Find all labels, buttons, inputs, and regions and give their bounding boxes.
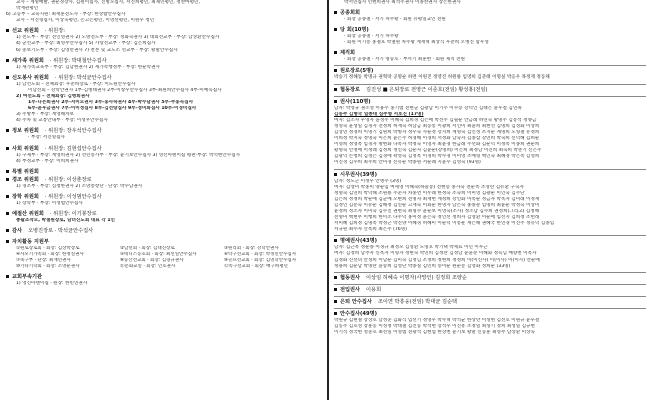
square-bullet-icon — [6, 212, 9, 215]
club-item: ②남선회 · 회장: 김대진장로 — [120, 245, 175, 251]
section-line: 1) 새가족교육부 · 부장: 김남현권사 2) 새가족행정부 · 부장: 한순학권사 — [16, 64, 160, 70]
top-line: 박서연집사 민현희권사 최석주권사 이종찬권사 장은한권사 — [344, 0, 461, 5]
square-bullet-icon — [334, 173, 337, 176]
square-bullet-icon — [334, 100, 337, 103]
square-bullet-icon — [6, 129, 9, 132]
section-line: 1) 장학부 · 부장: 이성범안수집사 — [16, 200, 83, 206]
section-line: 남자: 김근옥 정운종 이경규 최정모 김성환 노명호 박기택 박세표 이년 이우근 — [334, 245, 488, 251]
section-line: 김동주 김병국 일종대 심주형 서호진 (17명) — [334, 111, 424, 117]
section-line: 3) 주방부 · 부장: 계영해차보 — [16, 112, 74, 118]
section-line: 6부-윤우금권사 7부-이미정집사 8부-김선랑집사 9부-정미화집사 10부-이경미집사 — [28, 106, 197, 112]
section-heading-audit: 감사 오병진장로 · 박석균안수집사 — [6, 228, 324, 235]
section-line: 이남선회 – 강학안권사 1부-김병태권사 2부-이창우안수집사 3부-최원희안수집사 4부-이예득집사 — [28, 87, 222, 93]
top-line: 6) 고등부 – 교육지원: 최재훈전도사 · 부장: 한상밥안수집사 — [6, 12, 126, 18]
section-line: 총괄조작모, 박철원장로, 남녀신도회 대표 각 1인 — [16, 217, 115, 223]
section-line: 김정화 신선녀 안성희 이남순 김미숙 김정님 조정희 정현희 정정희 이(이신사) 이(이사) 이(이사) 안순애 — [334, 257, 540, 263]
club-item: ④사모기가족회 · 회장: 한정실권사 — [16, 251, 84, 257]
section-heading-session: 당 회(10명) — [334, 27, 646, 34]
top-line: 교사 – 서진형집사, 이상욱평년, 손고은평년, 이영선평년, 이원우 청년 — [16, 18, 155, 24]
section-line: 정영숙 윤성일 김경자 전정희 허재숙 허남금 최동봉 이광희 서인미 최윤희 최현선 김명희 김성화 이상희 — [334, 123, 540, 129]
club-item: ⑦축구부 · 단장: 최재민권사 — [16, 257, 71, 263]
section-line: 여자: 김영미 박홍미 양순임 여세영 이해숙(하늘봉) 전현승 홍사숙 전순옥 조영란 김유환 구숙자 — [334, 184, 524, 190]
square-bullet-icon — [6, 195, 9, 198]
club-item: ⑪문화교실 · 회장: 인호권사 — [120, 263, 176, 269]
section-heading-special: 특별 위원회 — [6, 169, 324, 176]
section-heading-active-deaconesses: 시무권사(39명) — [334, 172, 646, 179]
section-line: 6) 중보기도부 · 부장: 김영만권사 7) 찬본 및 교도소 선교부 · 부장: 황말안수집사 — [16, 47, 178, 53]
section-heading-ceremony: 예절산 위원회 · 위원장: 이기봉장로 — [6, 211, 324, 218]
square-bullet-icon — [6, 229, 9, 232]
square-bullet-icon — [6, 76, 9, 79]
section-heading-coop-deaconesses: 협동권사 이상임 허혜숙 이명자(사망인) 김정희 조양순 — [334, 275, 646, 282]
section-line: 1) 경조부 · 부장: 심청한권사 2) 소망총창단 · 단장: 박수남권사 — [16, 183, 143, 189]
square-bullet-icon — [334, 51, 337, 54]
square-bullet-icon — [6, 59, 9, 62]
club-item: ⑤테니스동호회 · 회장: 최선일안수집사 — [120, 251, 197, 257]
section-line: 윤정희 정소자 이미숙 김수진 권현숙 최형수 윤순보 이영숙(조사) 정소남 김수희 권정희(그리고) 김정해 — [334, 208, 540, 214]
section-line: 1) 영신아랜이집 · 원장: 한빈연권사 — [16, 280, 88, 286]
section-line: 1) 구제부 · 부장: 계영희권사 2) 선린봉사부 · 부장: 윤기보안수집사 3) 영신아랜이집 평판·부장: 박석현안수집사 — [16, 152, 241, 158]
section-line: 1) 남선도회 – 전체회장: 우춘희장로 · 부장: 이도원안수집사 — [16, 81, 136, 87]
square-bullet-icon — [6, 178, 9, 181]
section-line: 이진경 김수희 최주희 안미경 신유순 박종원 서순례 지윤수 김영숙 (93명) — [334, 160, 481, 166]
square-bullet-icon — [334, 88, 337, 91]
section-heading-condolence: 경조 위원회 · 위원장: 이상춘장로 — [6, 177, 324, 184]
square-bullet-icon — [334, 69, 337, 72]
club-item: ③원리회 · 회장: 강학안권사 — [224, 245, 279, 251]
square-bullet-icon — [334, 288, 337, 291]
section-heading-ordained-deacons: 안수집사(49명) — [334, 311, 646, 318]
section-heading-newfamily: 새가족 위원회 · 위원장: 박대철안수집사 — [6, 58, 324, 65]
section-heading-service: 신도봉사 위원회 · 위원장: 박석균안수집사 — [6, 75, 324, 82]
section-paragraph: 박승기 정해동 박명규 권혁락 공명순 하면 이원진 정영진 허원룡 임영희 김준태 이명실 박응우 목정재 정동채 — [334, 75, 550, 81]
square-bullet-icon — [334, 11, 337, 14]
section-line: 4) 부정교부 · 부장: 이희희권사 — [16, 158, 79, 164]
section-line: 여자: 김정희 남추자 신옥자 이형자 정현숙 박연희 김정란 김정남 윤윤분 이해화 정득님 배향천 이옥자 — [334, 251, 537, 257]
section-heading-clubs: 자치활동 지원부 — [6, 239, 324, 246]
section-line: 김동주 김호성 장훈동 이성정 박대철 김진동 박석현 장석우 이진흥 조정일 최성기 정희 최성일 김규현 — [334, 323, 535, 329]
section-heading-deaconesses: 권사(110명) — [334, 99, 646, 106]
square-bullet-icon — [6, 240, 9, 243]
section-line: 김정인 김문숙 이유순 김해정 김연순 고재숙 이외순 한명자 남은숙 홍종분 임명희 최윤순 박정숙 이상미 — [334, 202, 540, 208]
left-column — [6, 0, 324, 400]
top-line: 박재관평년 — [16, 6, 39, 12]
square-bullet-icon — [334, 239, 337, 242]
section-line: 4) 군선교부 · 부장: 최영무안수집사 5) 사랑선교부 · 부장: 김은희집사 — [16, 41, 156, 47]
section-heading-coop-elders: 협동장로 김진성 ■ 은퇴장로 전영근 이준호(전임) 황성홍(전임) — [334, 87, 646, 94]
section-heading-info: 정보 위원회 · 위원장: 장우석안수집사 — [6, 128, 324, 135]
section-line: 황명숙 안정애 이정례 김정희 정인숙 김순자 김윤순(강명희) 이은희 최정남 이진희 최숙희 박춘기 신은주 — [334, 148, 542, 154]
section-heading-assembly: 공종희회 — [334, 10, 646, 17]
section-line: 2) 여선도회 – 전체회장: 김병희권사 — [16, 93, 90, 99]
section-line: 서규원 최수자 산옥희 최은주 (76명) — [334, 227, 407, 233]
section-line: 전명미 백현무 이행희 한이소 나주덕 홍미정 윤은숙 정인선 정희자 김영환 이순애 임선지 김희정 조헌래 — [334, 215, 540, 221]
club-item: ①원로장로회 · 회장: 김상박장로 — [16, 245, 80, 251]
club-item: ⑫족구선교회 · 회장: 배구희평년 — [224, 263, 288, 269]
section-line: · 회장 공종철 · 서기 차주황 — [344, 34, 399, 40]
clubs-table — [6, 246, 324, 270]
section-heading-retired-deacons: 은퇴 안수집사 조이연 박흥웅(전임) 박대균 김순택 — [334, 299, 646, 306]
club-item: ⑧등산선교회 · 회장: 김형규권사 — [120, 257, 184, 263]
square-bullet-icon — [334, 276, 337, 279]
section-line: 남자: 정도근 이정우 안병수 (3명) — [334, 178, 402, 184]
section-line: · 회원 이기봉 홍철호 박철원 차주황 계재혁 최상식 우춘희 오병진 함우성 — [344, 40, 489, 46]
square-bullet-icon — [334, 300, 337, 303]
section-line: 박원규 김현철 장상호 남성준 김화식 임선기 정영우 박주혁 박석균 한상만 이성현 김선호 이원규 윤우걸 — [334, 317, 540, 323]
section-line: 정용희 김순남 박명란 윤승희 김영단 박종실 김민희 송이순 원순문 김영화 정희순 (33명) — [334, 263, 511, 269]
square-bullet-icon — [334, 28, 337, 31]
section-line: 정명숙 김연희 박덕해 조원룡 주준자 차홍면 이두례 한정숙 조숙희 이미영 김광순 이인숙 김주단 — [334, 190, 525, 196]
square-bullet-icon — [6, 170, 9, 173]
section-line: 1부-나은희권사 2부-서미모권사 3부-홍사숙권사 4부-박수남권사 5부-주홍득집사 — [28, 100, 194, 106]
section-heading-scholarship: 장학 위원회 · 위원장: 이성범안수집사 — [6, 194, 324, 201]
section-heading-elders: 원로장로(5명) — [334, 68, 646, 75]
section-line: · 부장: 서진형집사 — [28, 135, 65, 141]
square-bullet-icon — [6, 275, 9, 278]
section-heading-mission: 선교 위원회 · 위원장: — [6, 28, 324, 35]
column-divider — [327, 0, 329, 400]
section-line: 김상연 정경희 이명기 김원희 박병자 정우숙 사순정 강지희 계명숙 김인성 조지순 계명희 노형철 유정희 — [334, 129, 540, 135]
right-column — [334, 0, 646, 400]
section-line: 4) 주차 및 교통안내부 · 부장: 이성우안수집사 — [16, 118, 108, 124]
section-line: 김광익 손청희 김정은 김경애 곽영숙 김정옥 이경희 박수경 이미영 조예형 백인숙 최혜경 박은옥 김영희 — [334, 154, 540, 160]
section-heading-affiliated: 교회부속기관 — [6, 274, 324, 281]
section-heading-honorary-deaconesses: 명예권사(43명) — [334, 238, 646, 245]
section-line: 이기석 정국현 성준호 최선일 이성범 전광석 김현섭 한상천 윤기보 황말 신동훈 최영무 남상환 이상욱 — [334, 329, 535, 335]
section-line: 서미혜 김희정 김명옥 박정근 박진양 이혜경 허혜미 이순덕 이봉운 계은해 권혜국 한연경 이진주 정유덕 김종임 — [334, 221, 555, 227]
square-bullet-icon — [6, 147, 9, 150]
club-item: ⑩기타기학회 · 회장: 조영순권사 — [16, 263, 80, 269]
top-line: 교사 – 계명배발, 권순경장사, 김원이집사, 진병모집사, 서진희평년, 최제민평년, 정찬마평년, — [16, 0, 200, 5]
section-line: 이영희 정영옥 임경자 방현화 나옥자 박정숙 이영자 최윤경 한금례 주선화 김순덕 이정옥 이종희 권순희 — [334, 142, 540, 148]
section-line: 김은희 정정희 박순애 김군예 오현희 전명자 최재현 계정희 강인화 이옥순 정금자 박옥자 김미례 이정재 — [334, 196, 540, 202]
club-item: ⑥탁구선교회 · 회장: 박경민안수집사 — [224, 251, 297, 257]
club-item: ⑨골프선교회 · 회장: 김영학안수집사 — [224, 257, 297, 263]
section-line: 1) 전도부 · 부장: 전인영권사 2) 노방전도부 · 부장: 정화숙권사 3) 대외선교부 · 부장: 남상환안수집사 — [16, 35, 220, 41]
section-heading-social: 사회 위원회 · 위원장: 김현섭안수집사 — [6, 146, 324, 153]
section-heading-transfer-deaconesses: 전입권사 이용희 — [334, 287, 646, 294]
section-line: 여자: 김소자 우영자 윤성주 이혜숙 김희경 김은애 박선주 김필순 안금례 하연숙 황명주 김봉석 정양금 — [334, 117, 537, 123]
section-line: · 회장 공종철 · 서기 명승호 · 부서기 최훈현 · 회원 제직 전원 — [344, 57, 465, 63]
section-line: 남자: 박영규 권소성 이용수 홍기범 전현군 김광남 이기수 이수송 강덕인 김태은 윤우걸 김연목 — [334, 105, 522, 111]
section-heading-officers: 제직회 — [334, 50, 646, 57]
square-bullet-icon — [6, 29, 9, 32]
section-line: 이희정 박지숙 정명숙 이은희 윤은주 허경해 이경희 서정화 남숙자 김종삼 강연희 박숙희 신덕해 김희순 — [334, 136, 540, 142]
square-bullet-icon — [334, 312, 337, 315]
section-line: · 회장 공종철 · 서기 차주황 · 회원 유평일교인 전원 — [344, 17, 446, 23]
